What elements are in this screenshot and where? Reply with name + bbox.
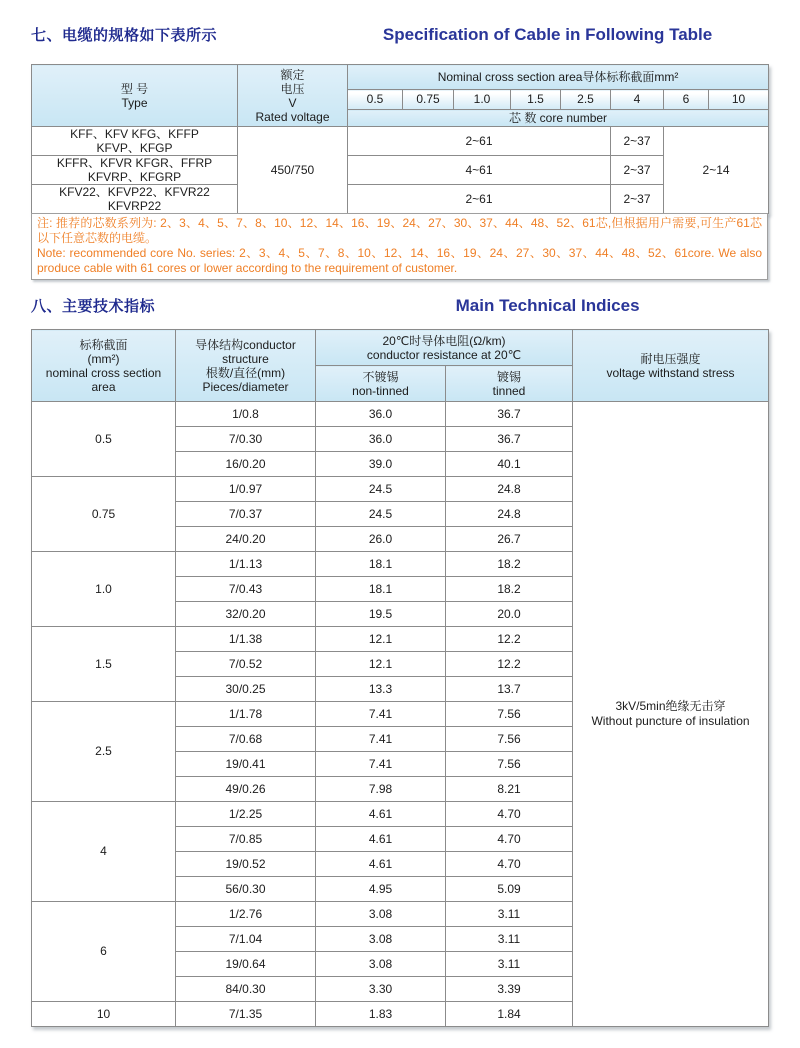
header-line: non-tinned	[352, 383, 409, 398]
header-line: 导体结构conductor	[195, 337, 296, 352]
structure-cell: 1/1.13	[176, 552, 316, 577]
cable-type-line: KFVRP22	[107, 199, 162, 213]
note-text-zh: 注: 推荐的芯数系列为: 2、3、4、5、7、8、10、12、14、16、19、24、27、30、37、44、48、52、61芯,但根据用户需要,可生产61芯以下任意芯数的电缆。	[37, 216, 762, 245]
section-8-title-zh: 八、主要技术指标	[31, 298, 156, 315]
header-line: structure	[222, 351, 269, 366]
core-range-cell: 2~61	[348, 127, 611, 156]
structure-cell: 19/0.64	[176, 952, 316, 977]
tinned-value-cell: 18.2	[446, 552, 573, 577]
structure-cell: 1/2.25	[176, 802, 316, 827]
nominal-area-cell: 6	[32, 902, 176, 1002]
conductor-structure-header	[176, 330, 316, 402]
withstand-value-cell	[573, 402, 769, 1027]
rated-voltage-header	[238, 65, 348, 127]
withstand-value-en: Without puncture of insulation	[591, 714, 750, 728]
structure-cell: 7/1.04	[176, 927, 316, 952]
cable-type-cell	[32, 127, 238, 156]
structure-cell: 1/0.8	[176, 402, 316, 427]
non-tinned-value-cell: 3.30	[316, 977, 446, 1002]
technical-indices-table	[31, 329, 769, 1027]
header-line: Pieces/diameter	[202, 379, 289, 394]
cable-type-line: KFV22、KFVP22、KFVR22	[59, 185, 210, 199]
non-tinned-value-cell: 13.3	[316, 677, 446, 702]
non-tinned-value-cell: 24.5	[316, 502, 446, 527]
non-tinned-value-cell: 12.1	[316, 627, 446, 652]
non-tinned-value-cell: 19.5	[316, 602, 446, 627]
section-8-heading	[31, 295, 769, 316]
section-7-heading	[31, 24, 769, 45]
nominal-area-header	[32, 330, 176, 402]
cable-type-line: KFVP、KFGP	[96, 141, 173, 155]
nominal-area-cell: 0.5	[32, 402, 176, 477]
type-header-zh: 型 号	[120, 81, 149, 96]
size-header: 0.75	[403, 90, 454, 110]
header-line: 根数/直径(mm)	[205, 365, 286, 380]
structure-cell: 16/0.20	[176, 452, 316, 477]
non-tinned-value-cell: 7.41	[316, 702, 446, 727]
header-line: 镀锡	[497, 369, 522, 384]
non-tinned-value-cell: 39.0	[316, 452, 446, 477]
size-header: 0.5	[348, 90, 403, 110]
nominal-area-cell: 4	[32, 802, 176, 902]
tinned-value-cell: 26.7	[446, 527, 573, 552]
non-tinned-value-cell: 3.08	[316, 902, 446, 927]
tinned-value-cell: 7.56	[446, 727, 573, 752]
size-header: 1.0	[454, 90, 511, 110]
core-range-cell: 2~14	[664, 127, 769, 214]
table-row	[32, 402, 769, 427]
section-7-title-en: Specification of Cable in Following Table	[382, 25, 713, 44]
cable-type-line: KFVRP、KFGRP	[87, 170, 182, 184]
tinned-value-cell: 1.84	[446, 1002, 573, 1027]
non-tinned-value-cell: 36.0	[316, 402, 446, 427]
header-line: tinned	[492, 383, 526, 398]
nominal-area-cell: 1.0	[32, 552, 176, 627]
tinned-value-cell: 18.2	[446, 577, 573, 602]
structure-cell: 56/0.30	[176, 877, 316, 902]
core-series-note	[31, 213, 768, 280]
header-line: 20℃时导体电阻(Ω/km)	[382, 333, 506, 348]
structure-cell: 7/0.85	[176, 827, 316, 852]
tinned-value-cell: 5.09	[446, 877, 573, 902]
size-header: 4	[611, 90, 664, 110]
non-tinned-value-cell: 12.1	[316, 652, 446, 677]
nominal-area-cell: 1.5	[32, 627, 176, 702]
section-8-title-en: Main Technical Indices	[455, 296, 640, 315]
header-line: voltage withstand stress	[606, 365, 735, 380]
header-line: conductor resistance at 20℃	[366, 347, 522, 362]
tinned-value-cell: 12.2	[446, 627, 573, 652]
non-tinned-value-cell: 4.95	[316, 877, 446, 902]
core-number-header: 芯 数 core number	[348, 110, 769, 127]
tinned-value-cell: 12.2	[446, 652, 573, 677]
rated-voltage-value: 450/750	[238, 127, 348, 214]
core-range-cell: 2~37	[611, 127, 664, 156]
tinned-value-cell: 40.1	[446, 452, 573, 477]
voltage-header-line: Rated voltage	[255, 109, 330, 124]
structure-cell: 7/0.43	[176, 577, 316, 602]
nominal-area-cell: 2.5	[32, 702, 176, 802]
cable-type-line: KFF、KFV KFG、KFFP	[70, 127, 199, 141]
structure-cell: 49/0.26	[176, 777, 316, 802]
structure-cell: 19/0.41	[176, 752, 316, 777]
cable-type-cell	[32, 156, 238, 185]
tinned-value-cell: 3.11	[446, 952, 573, 977]
non-tinned-value-cell: 3.08	[316, 927, 446, 952]
tinned-value-cell: 36.7	[446, 427, 573, 452]
tinned-value-cell: 20.0	[446, 602, 573, 627]
non-tinned-value-cell: 7.41	[316, 752, 446, 777]
header-line: nominal cross section	[45, 365, 162, 380]
structure-cell: 7/0.30	[176, 427, 316, 452]
non-tinned-value-cell: 7.98	[316, 777, 446, 802]
structure-cell: 32/0.20	[176, 602, 316, 627]
structure-cell: 7/0.37	[176, 502, 316, 527]
structure-cell: 1/0.97	[176, 477, 316, 502]
header-line: 标称截面	[79, 337, 128, 352]
non-tinned-value-cell: 18.1	[316, 577, 446, 602]
tinned-value-cell: 3.39	[446, 977, 573, 1002]
resistance-header	[316, 330, 573, 366]
header-line: 不镀锡	[362, 369, 399, 384]
withstand-header	[573, 330, 769, 402]
tinned-header	[446, 366, 573, 402]
non-tinned-value-cell: 7.41	[316, 727, 446, 752]
header-line: area	[91, 379, 116, 394]
header-line: (mm²)	[87, 351, 120, 366]
tinned-value-cell: 4.70	[446, 852, 573, 877]
voltage-header-line: V	[288, 95, 297, 110]
size-header: 10	[709, 90, 769, 110]
tinned-value-cell: 24.8	[446, 502, 573, 527]
section-7-title-zh: 七、电缆的规格如下表所示	[31, 27, 218, 44]
size-header: 1.5	[511, 90, 561, 110]
non-tinned-value-cell: 4.61	[316, 827, 446, 852]
nominal-area-cell: 0.75	[32, 477, 176, 552]
structure-cell: 30/0.25	[176, 677, 316, 702]
voltage-header-line: 电压	[280, 81, 305, 96]
non-tinned-value-cell: 1.83	[316, 1002, 446, 1027]
non-tinned-header	[316, 366, 446, 402]
tinned-value-cell: 7.56	[446, 752, 573, 777]
type-column-header	[32, 65, 238, 127]
structure-cell: 19/0.52	[176, 852, 316, 877]
non-tinned-value-cell: 4.61	[316, 852, 446, 877]
core-range-cell: 2~37	[611, 156, 664, 185]
non-tinned-value-cell: 24.5	[316, 477, 446, 502]
nominal-area-cell: 10	[32, 1002, 176, 1027]
structure-cell: 7/1.35	[176, 1002, 316, 1027]
structure-cell: 1/1.78	[176, 702, 316, 727]
core-range-cell: 2~37	[611, 185, 664, 214]
cable-spec-table	[31, 64, 769, 214]
non-tinned-value-cell: 18.1	[316, 552, 446, 577]
tinned-value-cell: 4.70	[446, 827, 573, 852]
tinned-value-cell: 36.7	[446, 402, 573, 427]
size-header: 6	[664, 90, 709, 110]
cross-section-header: Nominal cross section area导体标称截面mm²	[348, 65, 769, 90]
tinned-value-cell: 7.56	[446, 702, 573, 727]
non-tinned-value-cell: 4.61	[316, 802, 446, 827]
header-line: 耐电压强度	[640, 351, 701, 366]
withstand-value-zh: 3kV/5min绝缘无击穿	[615, 699, 726, 713]
core-range-cell: 4~61	[348, 156, 611, 185]
structure-cell: 7/0.52	[176, 652, 316, 677]
core-range-cell: 2~61	[348, 185, 611, 214]
type-header-en: Type	[121, 95, 148, 110]
tinned-value-cell: 4.70	[446, 802, 573, 827]
cable-type-line: KFFR、KFVR KFGR、FFRP	[56, 156, 213, 170]
tinned-value-cell: 3.11	[446, 927, 573, 952]
size-header: 2.5	[561, 90, 611, 110]
tinned-value-cell: 3.11	[446, 902, 573, 927]
cable-type-cell	[32, 185, 238, 214]
tinned-value-cell: 13.7	[446, 677, 573, 702]
non-tinned-value-cell: 3.08	[316, 952, 446, 977]
technical-table-body	[32, 402, 769, 1027]
note-text-en: Note: recommended core No. series: 2、3、4、5、7、8、10、12、14、16、19、24、27、30、37、44、48、52、61core. We also produce cable with 61 cores or lower according to the requirement of customer.	[37, 246, 762, 275]
structure-cell: 1/2.76	[176, 902, 316, 927]
non-tinned-value-cell: 26.0	[316, 527, 446, 552]
structure-cell: 84/0.30	[176, 977, 316, 1002]
structure-cell: 24/0.20	[176, 527, 316, 552]
tinned-value-cell: 8.21	[446, 777, 573, 802]
tinned-value-cell: 24.8	[446, 477, 573, 502]
voltage-header-line: 额定	[280, 67, 305, 82]
structure-cell: 7/0.68	[176, 727, 316, 752]
structure-cell: 1/1.38	[176, 627, 316, 652]
non-tinned-value-cell: 36.0	[316, 427, 446, 452]
